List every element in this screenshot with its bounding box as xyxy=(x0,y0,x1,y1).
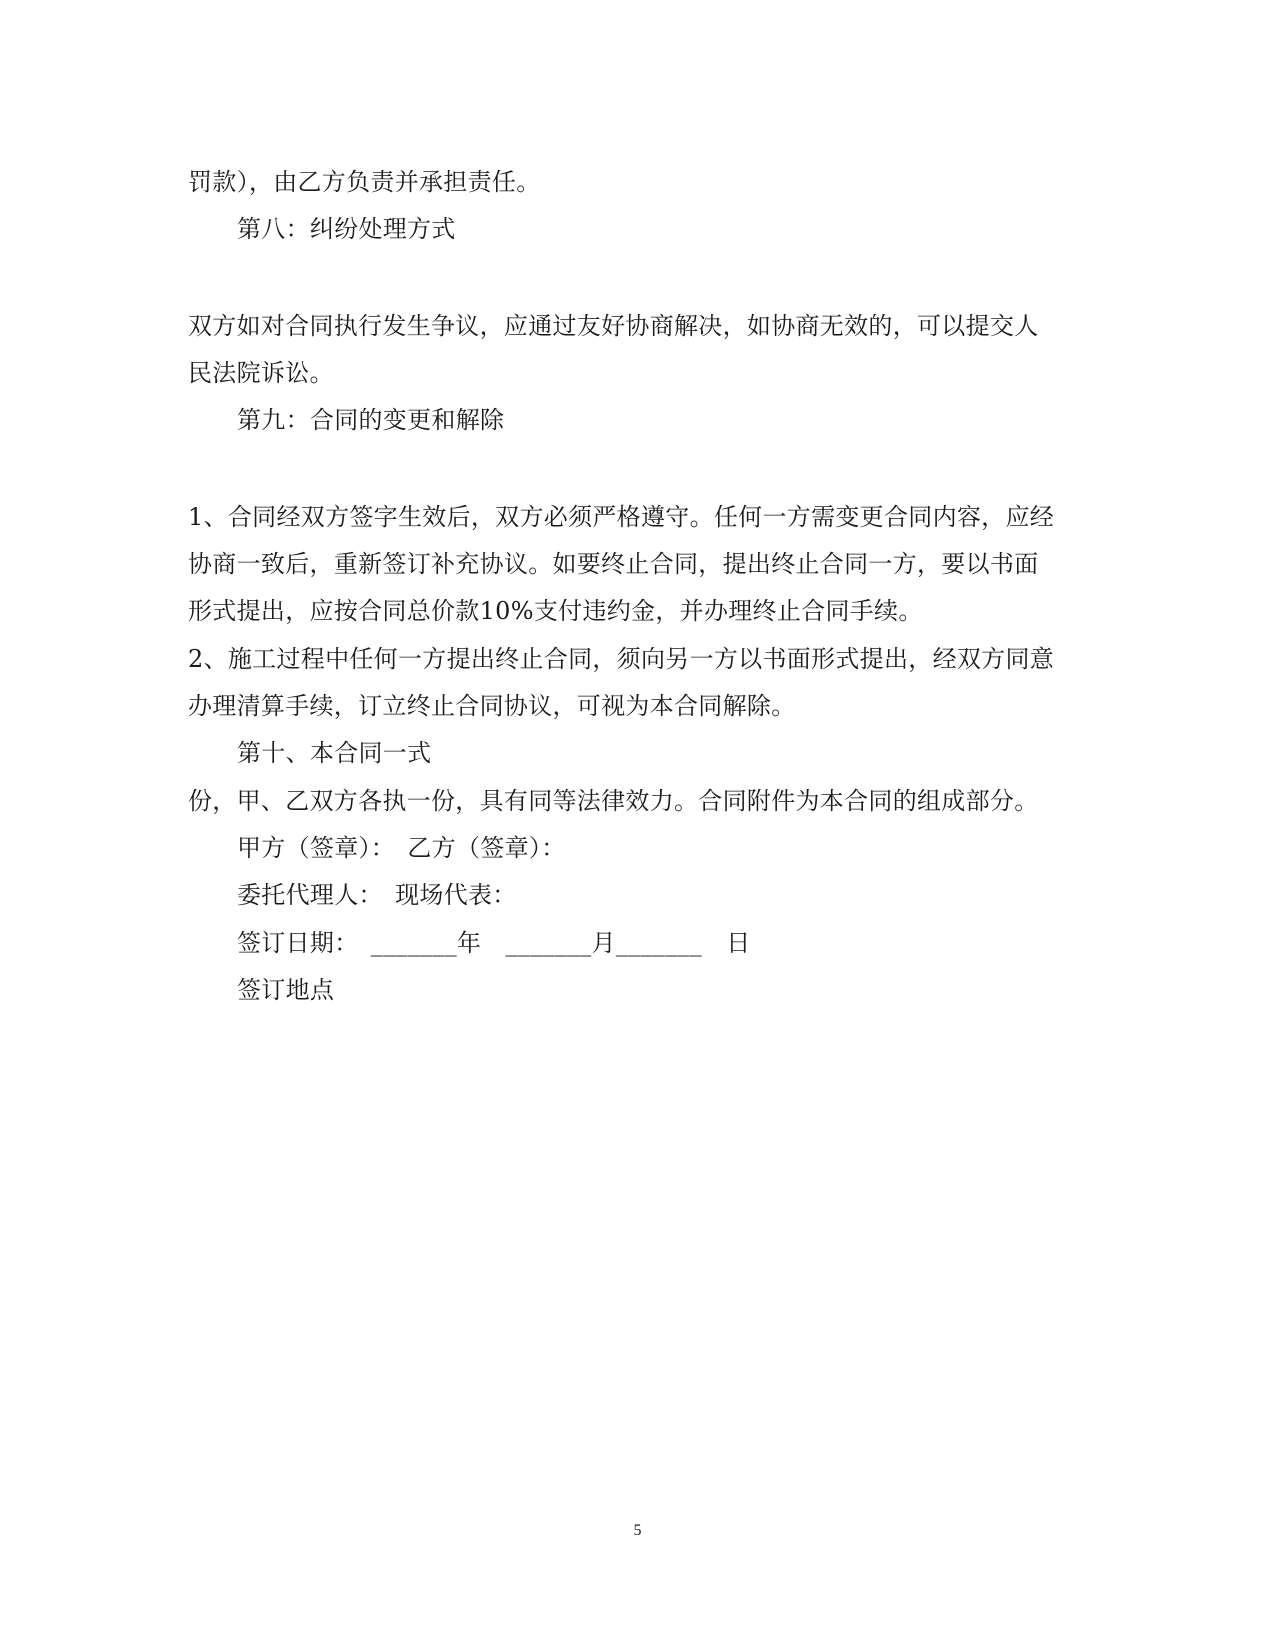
paragraph-line: 形式提出，应按合同总价款10%支付违约金，并办理终止合同手续。 xyxy=(188,597,923,625)
page-number: 5 xyxy=(633,1522,642,1539)
paragraph-line: 双方如对合同执行发生争议，应通过友好协商解决，如协商无效的，可以提交人 xyxy=(188,312,1039,340)
signing-place-line: 签订地点 xyxy=(237,976,335,1004)
paragraph-line: 协商一致后，重新签订补充协议。如要终止合同，提出终止合同一方，要以书面 xyxy=(188,550,1039,578)
section-heading-8: 第八：纠纷处理方式 xyxy=(237,215,456,243)
representatives-line: 委托代理人： 现场代表： xyxy=(237,881,517,909)
signature-parties-line: 甲方（签章）： 乙方（签章）： xyxy=(237,834,566,862)
section-heading-10: 第十、本合同一式 xyxy=(237,739,432,767)
section-heading-9: 第九：合同的变更和解除 xyxy=(237,406,505,434)
paragraph-line: 1、合同经双方签字生效后，双方必须严格遵守。任何一方需变更合同内容，应经 xyxy=(188,503,1055,531)
paragraph-line: 罚款），由乙方负责并承担责任。 xyxy=(188,168,541,196)
paragraph-line: 2、施工过程中任何一方提出终止合同，须向另一方以书面形式提出，经双方同意 xyxy=(188,645,1055,673)
paragraph-line: 民法院诉讼。 xyxy=(188,359,334,387)
paragraph-line: 份，甲、乙双方各执一份，具有同等法律效力。合同附件为本合同的组成部分。 xyxy=(188,787,1039,815)
paragraph-line: 办理清算手续，订立终止合同协议，可视为本合同解除。 xyxy=(188,692,796,720)
signing-date-line: 签订日期： _______年 _______月_______ 日 xyxy=(237,929,751,957)
